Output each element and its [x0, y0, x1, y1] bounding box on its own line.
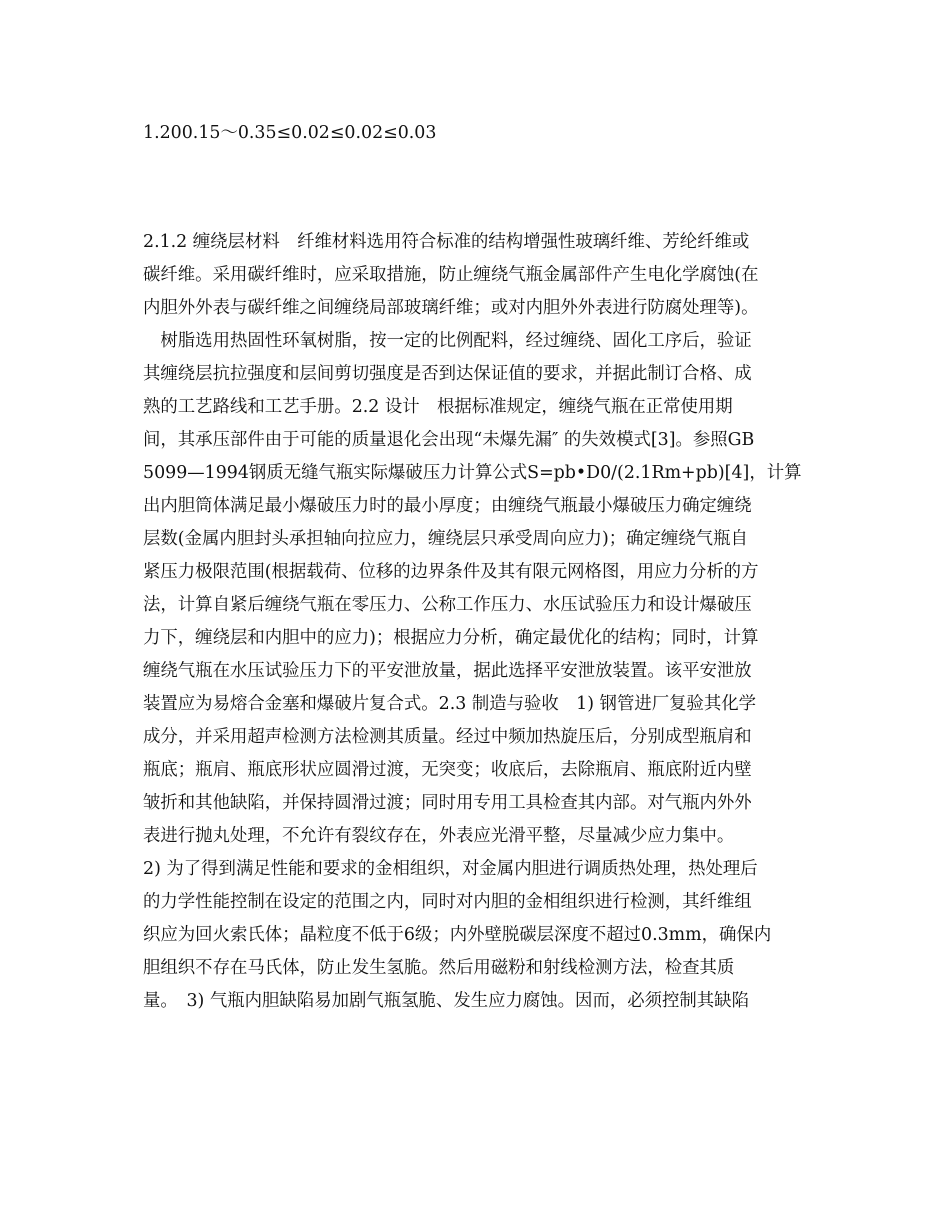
text-line-7: 间，其承压部件由于可能的质量退化会出现“未爆先漏″ 的失效模式[3]。参照GB [143, 430, 755, 450]
text-line-11: 紧压力极限范围(根据载荷、位移的边界条件及其有限元网格图，用应力分析的方 [143, 562, 759, 582]
text-line-9: 出内胆筒体满足最小爆破压力时的最小厚度；由缠绕气瓶最小爆破压力确定缠绕 [143, 496, 752, 516]
text-line-17: 瓶底；瓶肩、瓶底形状应圆滑过渡，无突变；收底后，去除瓶肩、瓶底附近内壁 [143, 760, 752, 780]
text-line-14: 缠绕气瓶在水压试验压力下的平安泄放量，据此选择平安泄放装置。该平安泄放 [143, 661, 752, 681]
text-line-10: 层数(金属内胆封头承担轴向拉应力，缠绕层只承受周向应力)；确定缠绕气瓶自 [143, 529, 748, 549]
text-line-19: 表进行抛丸处理，不允许有裂纹存在，外表应光滑平整，尽量减少应力集中。 [143, 826, 735, 846]
text-line-16: 成分，并采用超声检测方法检测其质量。经过中频加热旋压后，分别成型瓶肩和 [143, 727, 752, 747]
text-line-24: 量。 3) 气瓶内胆缺陷易加剧气瓶氢脆、发生应力腐蚀。因而，必须控制其缺陷 [143, 991, 749, 1011]
text-line-20: 2) 为了得到满足性能和要求的金相组织，对金属内胆进行调质热处理，热处理后 [143, 859, 758, 879]
text-line-12: 法，计算自紧后缠绕气瓶在零压力、公称工作压力、水压试验压力和设计爆破压 [143, 595, 752, 615]
text-line-2: 碳纤维。采用碳纤维时，应采取措施，防止缠绕气瓶金属部件产生电化学腐蚀(在 [143, 265, 759, 285]
text-line-22: 织应为回火索氏体；晶粒度不低于6级；内外壁脱碳层深度不超过0.3mm，确保内 [143, 925, 772, 945]
text-line-21: 的力学性能控制在设定的范围之内，同时对内胆的金相组织进行检测，其纤维组 [143, 892, 752, 912]
text-line-18: 皱折和其他缺陷，并保持圆滑过渡；同时用专用工具检查其内部。对气瓶内外外 [143, 793, 752, 813]
text-line-1: 2.1.2 缠绕层材料 纤维材料选用符合标准的结构增强性玻璃纤维、芳纶纤维或 [143, 232, 750, 252]
text-line-3: 内胆外外表与碳纤维之间缠绕局部玻璃纤维；或对内胆外外表进行防腐处理等)。 [143, 298, 759, 318]
header-line: 1.200.15～0.35≤0.02≤0.02≤0.03 [143, 123, 437, 143]
text-line-13: 力下，缠绕层和内胆中的应力)；根据应力分析，确定最优化的结构；同时，计算 [143, 628, 759, 648]
text-line-8: 5099—1994钢质无缝气瓶实际爆破压力计算公式S=pb•D0/(2.1Rm+pb)[4]，计算 [143, 463, 802, 483]
text-line-6: 熟的工艺路线和工艺手册。2.2 设计 根据标准规定，缠绕气瓶在正常使用期 [143, 397, 733, 417]
text-line-15: 装置应为易熔合金塞和爆破片复合式。2.3 制造与验收 1) 钢管进厂复验其化学 [143, 694, 757, 714]
text-line-5: 其缠绕层抗拉强度和层间剪切强度是否到达保证值的要求，并据此制订合格、成 [143, 364, 752, 384]
text-line-4: 树脂选用热固性环氧树脂，按一定的比例配料，经过缠绕、固化工序后，验证 [143, 331, 752, 351]
text-line-23: 胆组织不存在马氏体，防止发生氢脆。然后用磁粉和射线检测方法，检查其质 [143, 958, 735, 978]
